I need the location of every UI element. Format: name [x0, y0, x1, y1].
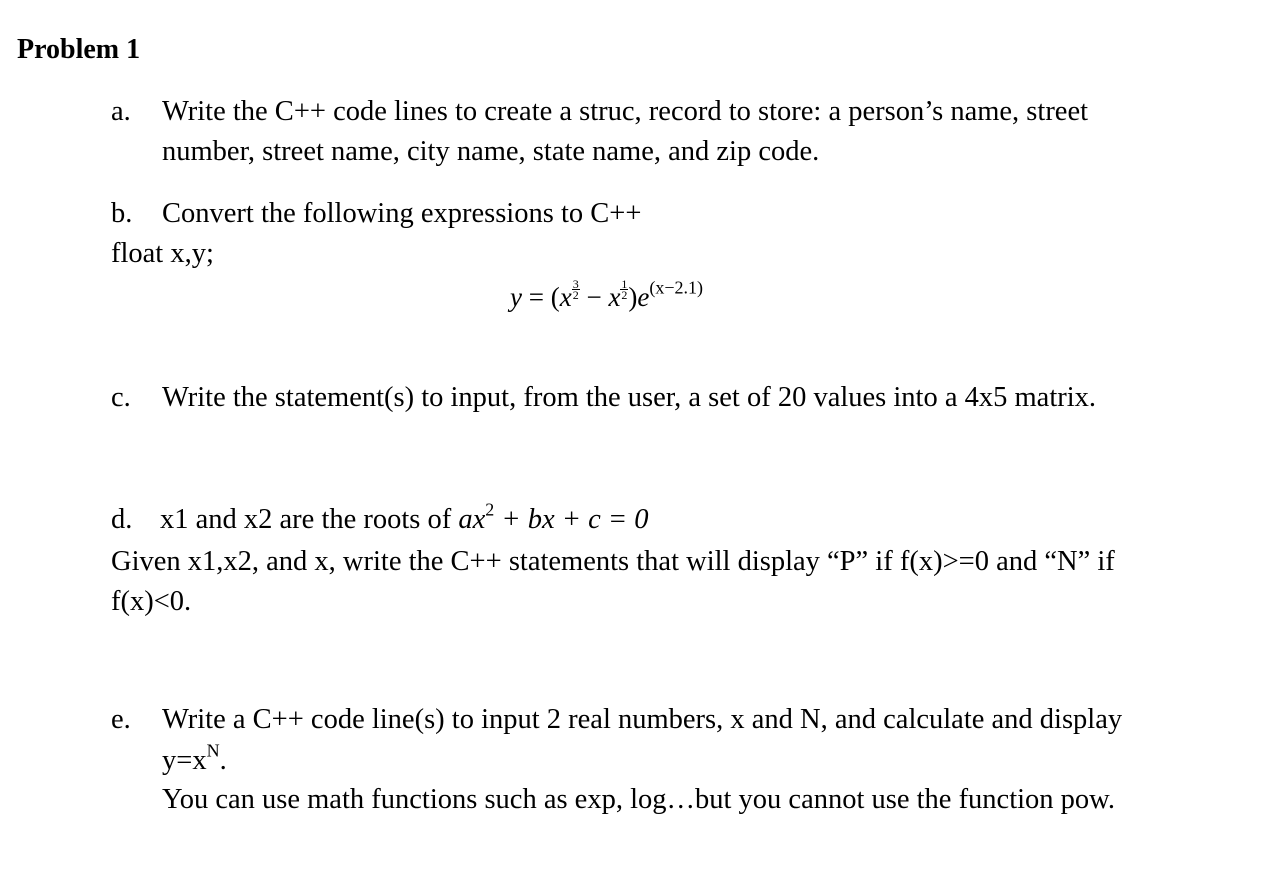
item-d-eq-ax: ax	[458, 504, 486, 535]
eq-close-paren: )	[628, 282, 638, 312]
eq-e-exponent: (x−2.1)	[649, 277, 704, 298]
item-d-line1-text: x1 and x2 are the roots of	[160, 504, 452, 535]
eq-lhs: y	[510, 282, 522, 312]
eq-minus: −	[586, 282, 602, 312]
item-c-line1: Write the statement(s) to input, from the user, a set of 20 values into a 4x5 matrix.	[162, 382, 1097, 413]
eq-e: e	[637, 282, 650, 312]
item-d-line3: f(x)<0.	[111, 586, 192, 617]
item-e-line2-end: .	[219, 745, 227, 776]
item-d-marker: d.	[111, 504, 133, 535]
item-a-line1: Write the C++ code lines to create a struc, record to store: a person’s name, street	[162, 96, 1089, 127]
eq-exponent1	[572, 277, 580, 303]
item-e-line2	[162, 741, 227, 781]
eq-equals: =	[528, 282, 544, 312]
problem-title: Problem 1	[17, 34, 141, 65]
item-d-line2: Given x1,x2, and x, write the C++ statements that will display “P” if f(x)>=0 and “N” if	[111, 546, 1115, 577]
item-d-eq-pow: 2	[485, 499, 495, 520]
item-b-marker: b.	[111, 198, 133, 229]
item-b-equation	[510, 277, 703, 317]
item-a-line2: number, street name, city name, state name, and zip code.	[162, 136, 820, 167]
eq-exp2-num: 1	[621, 277, 628, 292]
item-a-marker: a.	[111, 96, 131, 127]
eq-base2: x	[608, 282, 621, 312]
item-e-line2-sup: N	[206, 740, 220, 761]
item-e-line2-base: y=x	[162, 745, 207, 776]
eq-exp1-den: 2	[572, 288, 579, 303]
eq-exp2-den: 2	[621, 288, 628, 303]
item-d-line1	[160, 500, 649, 540]
item-d-eq-rest: + bx + c = 0	[501, 504, 649, 535]
item-e-line3: You can use math functions such as exp, log…but you cannot use the function pow.	[162, 784, 1116, 815]
eq-open-paren: (	[550, 282, 560, 312]
item-e-line1: Write a C++ code line(s) to input 2 real numbers, x and N, and calculate and display	[162, 704, 1123, 735]
eq-exp1-num: 3	[572, 277, 579, 292]
item-e-marker: e.	[111, 704, 131, 735]
eq-base1: x	[559, 282, 572, 312]
item-c-marker: c.	[111, 382, 131, 413]
item-b-line1: Convert the following expressions to C++	[162, 198, 642, 229]
item-b-line2: float x,y;	[111, 238, 214, 269]
